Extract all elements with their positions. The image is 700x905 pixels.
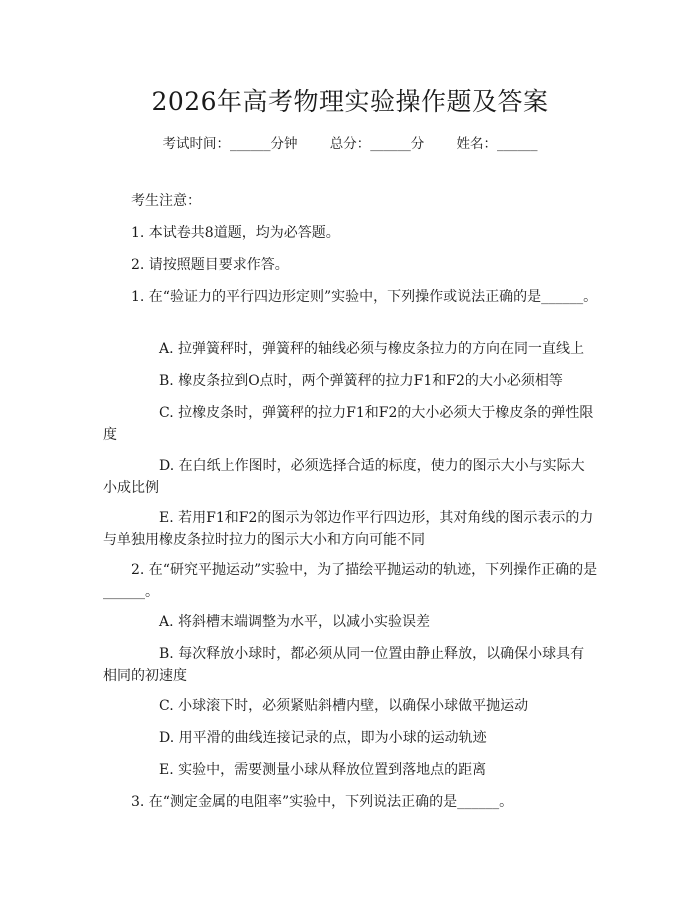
question-option: E. 实验中，需要测量小球从释放位置到落地点的距离 bbox=[159, 762, 487, 778]
total-score: 总分：______分 bbox=[329, 136, 425, 152]
notice-item: 1. 本试卷共8道题，均为必答题。 bbox=[131, 225, 340, 241]
question-stem: 1. 在“验证力的平行四边形定则”实验中，下列操作或说法正确的是______。 bbox=[131, 289, 598, 305]
student-name: 姓名：______ bbox=[456, 136, 538, 152]
question-option: C. 小球滚下时，必须紧贴斜槽内壁，以确保小球做平抛运动 bbox=[159, 698, 529, 714]
question-option: D. 在白纸上作图时，必须选择合适的标度，使力的图示大小与实际大小成比例 bbox=[103, 458, 585, 496]
question-option: A. 拉弹簧秤时，弹簧秤的轴线必须与橡皮条拉力的方向在同一直线上 bbox=[159, 341, 585, 357]
question-option: B. 每次释放小球时，都必须从同一位置由静止释放，以确保小球具有相同的初速度 bbox=[103, 646, 585, 684]
notice-item: 2. 请按照题目要求作答。 bbox=[131, 257, 289, 273]
question-option: D. 用平滑的曲线连接记录的点，即为小球的运动轨迹 bbox=[159, 730, 487, 746]
page-title: 2026年高考物理实验操作题及答案 bbox=[151, 87, 549, 116]
question-option: A. 将斜槽末端调整为水平，以减小实验误差 bbox=[159, 614, 431, 630]
question-option: E. 若用F1和F2的图示为邻边作平行四边形，其对角线的图示表示的力与单独用橡皮条拉时拉力的图示大小和方向可能不同 bbox=[103, 510, 594, 548]
notice-heading: 考生注意： bbox=[131, 193, 201, 209]
exam-time: 考试时间：______分钟 bbox=[162, 136, 298, 152]
question-stem: 3. 在“测定金属的电阻率”实验中，下列说法正确的是______。 bbox=[131, 794, 514, 810]
question-stem: 2. 在“研究平抛运动”实验中，为了描绘平抛运动的轨迹，下列操作正确的是______。 bbox=[103, 562, 598, 600]
question-option: B. 橡皮条拉到O点时，两个弹簧秤的拉力F1和F2的大小必须相等 bbox=[159, 373, 563, 389]
question-option: C. 拉橡皮条时，弹簧秤的拉力F1和F2的大小必须大于橡皮条的弹性限度 bbox=[103, 405, 594, 443]
exam-meta bbox=[0, 132, 700, 152]
